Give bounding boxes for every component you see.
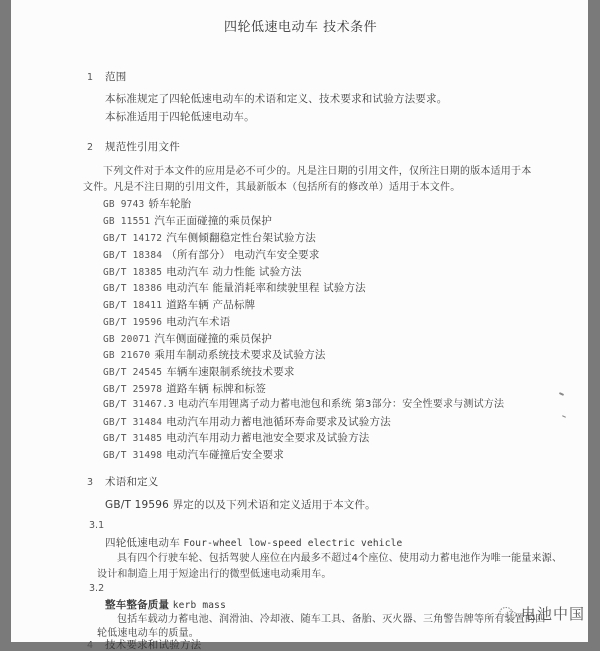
reference-item: GB/T 18386 电动汽车 能量消耗率和续驶里程 试验方法 <box>103 282 366 294</box>
section-4-heading: 技术要求和试验方法 <box>105 639 202 651</box>
reference-item: GB 20071 汽车侧面碰撞的乘员保护 <box>103 333 273 345</box>
scan-artifact <box>562 415 566 418</box>
term-3-1-heading: 四轮低速电动车 Four-wheel low-speed electric vehicle <box>105 537 403 549</box>
reference-item: GB/T 31484 电动汽车用动力蓄电池循环寿命要求及试验方法 <box>103 416 391 428</box>
document-page <box>11 0 588 651</box>
section-1-para-1: 本标准规定了四轮低速电动车的术语和定义、技术要求和试验方法要求。 <box>105 93 448 105</box>
section-4-number: 4 <box>87 640 94 651</box>
section-1-heading: 范围 <box>105 71 127 83</box>
term-3-1-definition-line-1: 具有四个行驶车轮、包括驾驶人座位在内最多不超过4个座位、使用动力蓄电池作为唯一能量来源、 <box>117 553 563 564</box>
reference-item: GB 9743 轿车轮胎 <box>103 198 192 210</box>
section-3-number: 3 <box>87 477 94 488</box>
reference-item: GB 11551 汽车正面碰撞的乘员保护 <box>103 215 273 227</box>
term-3-1-number: 3.1 <box>89 520 105 531</box>
term-3-2-definition-line-2: 轮低速电动车的质量。 <box>97 628 199 639</box>
watermark-text: 电池中国 <box>521 605 586 623</box>
reference-item: GB/T 18385 电动汽车 动力性能 试验方法 <box>103 266 302 278</box>
term-3-2-number: 3.2 <box>89 583 105 594</box>
section-2-number: 2 <box>87 142 94 153</box>
reference-item: GB/T 18411 道路车辆 产品标牌 <box>103 299 256 311</box>
reference-item: GB/T 24545 车辆车速限制系统技术要求 <box>103 366 295 378</box>
reference-item: GB/T 31485 电动汽车用动力蓄电池安全要求及试验方法 <box>103 432 370 444</box>
document-title: 四轮低速电动车 技术条件 <box>224 20 378 35</box>
section-3-intro: GB/T 19596 界定的以及下列术语和定义适用于本文件。 <box>105 499 376 511</box>
reference-item: GB/T 31498 电动汽车碰撞后安全要求 <box>103 449 284 461</box>
reference-item: GB/T 31467.3 电动汽车用锂离子动力蓄电池包和系统 第3部分：安全性要求与测试方法 <box>103 399 505 410</box>
section-2-intro-line-1: 下列文件对于本文件的应用是必不可少的。凡是注日期的引用文件，仅所注日期的版本适用于本 <box>103 166 532 177</box>
reference-item: GB/T 25978 道路车辆 标牌和标签 <box>103 383 267 395</box>
reference-item: GB/T 18384 （所有部分） 电动汽车安全要求 <box>103 249 320 261</box>
section-1-number: 1 <box>87 72 94 83</box>
scan-artifact <box>559 392 564 396</box>
term-3-1-definition-line-2: 设计和制造上用于短途出行的微型低速电动乘用车。 <box>97 569 332 580</box>
wechat-logo-icon <box>499 606 517 620</box>
section-1-para-2: 本标准适用于四轮低速电动车。 <box>105 111 255 123</box>
term-3-2-definition-line-1: 包括车载动力蓄电池、润滑油、冷却液、随车工具、备胎、灭火器、三角警告牌等所有装置的四 <box>117 614 546 625</box>
reference-item: GB/T 19596 电动汽车术语 <box>103 316 231 328</box>
section-3-heading: 术语和定义 <box>105 476 159 488</box>
reference-item: GB 21670 乘用车制动系统技术要求及试验方法 <box>103 349 326 361</box>
reference-item: GB/T 14172 汽车侧倾翻稳定性台架试验方法 <box>103 232 317 244</box>
section-2-intro-line-2: 文件。凡是不注日期的引用文件，其最新版本（包括所有的修改单）适用于本文件。 <box>83 182 461 193</box>
section-2-heading: 规范性引用文件 <box>105 141 180 153</box>
term-3-2-heading: 整车整备质量 kerb mass <box>105 599 227 611</box>
